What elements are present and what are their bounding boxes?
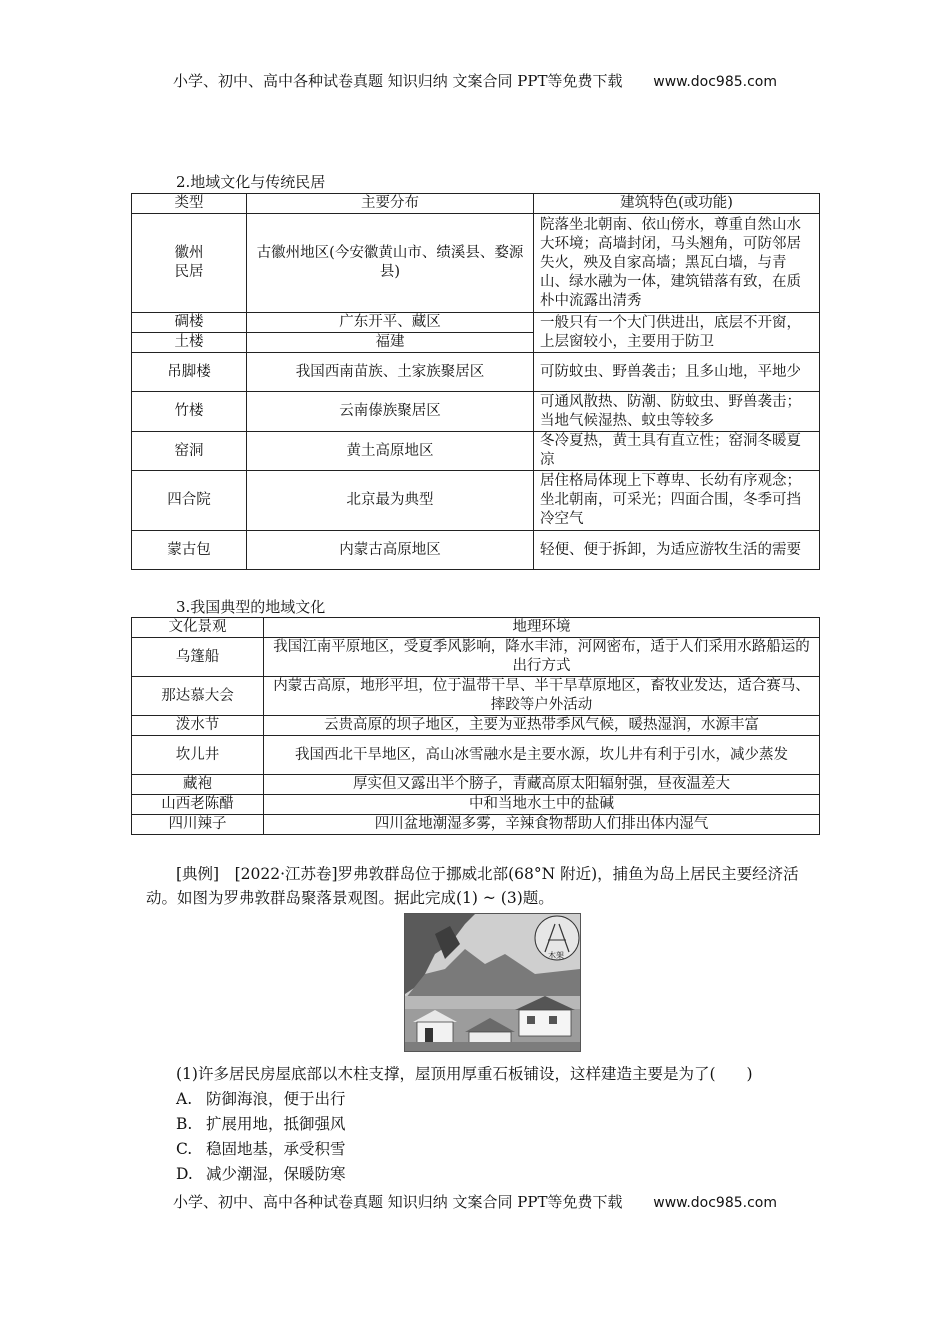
landscape-cell: 那达慕大会 [132,677,264,716]
photo-label: 木架 [548,951,564,960]
section3-title: 3.我国典型的地域文化 [176,598,326,616]
page-header [0,70,950,91]
col-header-feature: 建筑特色(或功能) [534,194,820,214]
col-header-environment: 地理环境 [264,618,820,638]
distribution-cell: 北京最为典型 [247,471,534,531]
table-row [132,471,820,531]
type-cell: 碉楼 [132,313,247,333]
header-text: 小学、初中、高中各种试卷真题 知识归纳 文案合同 PPT等免费下载 [172,72,623,90]
type-cell: 土楼 [132,333,247,353]
table-row [132,313,820,333]
feature-cell: 居住格局体现上下尊卑、长幼有序观念；坐北朝南，可采光；四面合围，冬季可挡冷空气 [534,471,820,531]
col-header-distribution: 主要分布 [247,194,534,214]
environment-cell: 我国江南平原地区，受夏季风影响，降水丰沛，河网密布，适于人们采用水路船运的出行方式 [264,638,820,677]
col-header-type: 类型 [132,194,247,214]
table-row [132,214,820,313]
question-stem: (1)许多居民房屋底部以木柱支撑，屋顶用厚重石板铺设，这样建造主要是为了( ) [176,1065,753,1083]
type-cell: 四合院 [132,471,247,531]
page-footer [0,1191,950,1212]
table-header-row [132,618,820,638]
distribution-cell: 我国西南苗族、土家族聚居区 [247,353,534,392]
feature-cell: 轻便、便于拆卸，为适应游牧生活的需要 [534,531,820,570]
distribution-cell: 古徽州地区(今安徽黄山市、绩溪县、婺源县) [247,214,534,313]
table-row [132,432,820,471]
environment-cell: 内蒙古高原，地形平坦，位于温带干旱、半干旱草原地区，畜牧业发达，适合赛马、摔跤等户外活动 [264,677,820,716]
table-row [132,638,820,677]
option-c[interactable] [176,1137,346,1159]
option-letter: C. [176,1140,193,1158]
feature-cell: 可通风散热、防潮、防蚊虫、野兽袭击；当地气候湿热、蚊虫等较多 [534,392,820,432]
option-text: 减少潮湿，保暖防寒 [206,1165,346,1183]
landscape-cell: 泼水节 [132,716,264,736]
type-cell: 徽州民居 [174,245,204,280]
col-header-landscape: 文化景观 [132,618,264,638]
landscape-cell: 山西老陈醋 [132,795,264,815]
table-row [132,736,820,775]
feature-cell: 可防蚊虫、野兽袭击；且多山地，平地少 [534,353,820,392]
table-row [132,677,820,716]
distribution-cell: 福建 [247,333,534,353]
section2-title: 2.地域文化与传统民居 [176,173,326,191]
feature-cell: 冬冷夏热，黄土具有直立性；窑洞冬暖夏凉 [534,432,820,471]
settlement-photo [404,913,581,1052]
feature-cell: 一般只有一个大门供进出，底层不开窗，上层窗较小，主要用于防卫 [534,313,820,353]
table-row [132,775,820,795]
environment-cell: 中和当地水土中的盐碱 [264,795,820,815]
landscape-cell: 藏袍 [132,775,264,795]
culture-table [131,617,820,835]
landscape-cell: 乌篷船 [132,638,264,677]
option-letter: D. [176,1165,193,1183]
table-row [132,531,820,570]
landscape-cell: 坎儿井 [132,736,264,775]
environment-cell: 我国西北干旱地区，高山冰雪融水是主要水源，坎儿井有利于引水，减少蒸发 [264,736,820,775]
distribution-cell: 黄土高原地区 [247,432,534,471]
option-a[interactable] [176,1087,346,1109]
option-text: 稳固地基，承受积雪 [206,1140,346,1158]
table-row [132,392,820,432]
type-cell: 蒙古包 [132,531,247,570]
table-header-row [132,194,820,214]
option-letter: B. [176,1115,193,1133]
type-cell: 吊脚楼 [132,353,247,392]
header-url[interactable]: www.doc985.com [653,74,778,90]
environment-cell: 厚实但又露出半个膀子，青藏高原太阳辐射强，昼夜温差大 [264,775,820,795]
option-text: 防御海浪，便于出行 [206,1090,346,1108]
footer-url[interactable]: www.doc985.com [653,1195,778,1211]
dwelling-table [131,193,820,570]
example-paragraph: [典例] [2022·江苏卷]罗弗敦群岛位于挪威北部(68°N 附近)，捕鱼为岛上居民主要经济活动。如图为罗弗敦群岛聚落景观图。据此完成(1) ~ (3)题。 [146,865,799,907]
environment-cell: 云贵高原的坝子地区，主要为亚热带季风气候，暖热湿润，水源丰富 [264,716,820,736]
feature-cell: 院落坐北朝南、依山傍水，尊重自然山水大环境；高墙封闭，马头翘角，可防邻居失火，殃及自家高墙；黑瓦白墙，与青山、绿水融为一体，建筑错落有致，在质朴中流露出清秀 [534,214,820,313]
footer-text: 小学、初中、高中各种试卷真题 知识归纳 文案合同 PPT等免费下载 [172,1193,623,1211]
option-letter: A. [176,1090,193,1108]
landscape-cell: 四川辣子 [132,815,264,835]
option-text: 扩展用地，抵御强风 [206,1115,346,1133]
option-b[interactable] [176,1112,346,1134]
table-row [132,815,820,835]
table-row [132,353,820,392]
table-row [132,716,820,736]
table-row [132,795,820,815]
distribution-cell: 广东开平、藏区 [247,313,534,333]
environment-cell: 四川盆地潮湿多雾，辛辣食物帮助人们排出体内湿气 [264,815,820,835]
type-cell: 窑洞 [132,432,247,471]
type-cell: 竹楼 [132,392,247,432]
option-d[interactable] [176,1162,346,1184]
distribution-cell: 内蒙古高原地区 [247,531,534,570]
distribution-cell: 云南傣族聚居区 [247,392,534,432]
